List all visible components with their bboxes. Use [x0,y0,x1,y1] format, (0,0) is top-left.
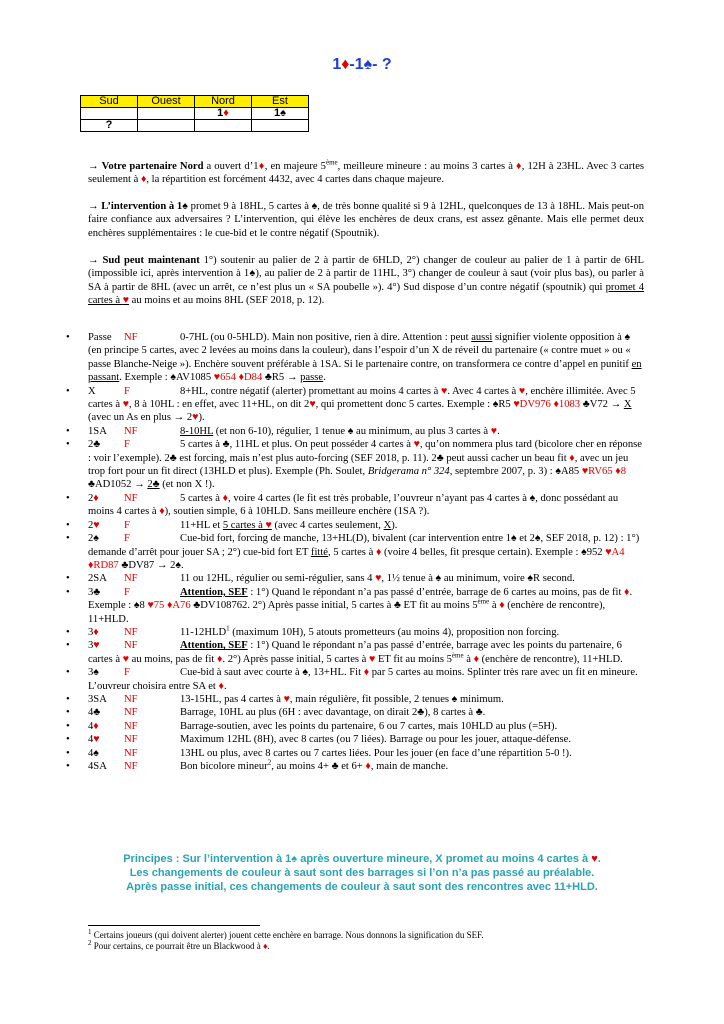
bid-cell: ? [81,120,138,132]
bullet-icon: • [66,707,70,719]
paragraph-sud-options: → Sud peut maintenant 1°) soutenir au palier de 2 à partir de 6HLD, 2°) changer de couleur au palier de 1 à partir de 6HL (impossible ici, après intervention à 1♠), au palier de 2 à partir de 11HL, 3°) changer de couleur à saut (voir plus bas), ou parler à SA à partir de 8HL (avec un arrêt, ce n’est plus un « SA poubelle »). 4°) Sud dispose d’un contre négatif (spoutnik) qui promet 4 cartes à ♥ au moins et au moins 8HL (SEF 2018, p. 12). [88,255,645,307]
bid-description: Attention, SEF : 1°) Quand le répondant n’a pas passé d’entrée, barrage de 6 cartes au moins, pas de fit ♦. Exemple : ♠8 ♥75 ♦A76 ♣DV108762. 2°) Après passe initial, 5 cartes à ♣ ET fit au moins 5ème à ♦ (enchère de rencontre), 11+HLD. [88,586,633,625]
forcing-flag: NF [124,707,138,719]
bullet-icon: • [66,720,70,732]
bid-list [66,331,646,773]
bid-list-item [66,586,646,626]
forcing-flag: NF [124,693,138,705]
header-ouest: Ouest [138,96,195,108]
bid-cell [81,108,138,120]
bidding-table [80,95,309,132]
forcing-flag: NF [124,720,138,732]
bid-label: 2♠ [88,533,99,545]
header-sud: Sud [81,96,138,108]
bid-label: 2♥ [88,519,100,531]
bid-list-item [66,747,646,760]
bullet-icon: • [66,439,70,451]
bid-description: Bon bicolore mineur$^2$, au moins 4+ ♣ et 6+ ♦, main de manche. [180,758,449,772]
bullet-icon: • [66,640,70,652]
bid-cell [195,120,252,132]
forcing-flag: F [124,533,130,545]
bid-list-item [66,519,646,532]
bullet-icon: • [66,693,70,705]
forcing-flag: NF [124,761,138,772]
bid-description: Maximum 12HL (8H), avec 8 cartes (ou 7 liées). Barrage ou pour les jouer, attaque-défense. [180,734,572,746]
bid-label: 4♥ [88,734,100,746]
bid-list-item [66,760,646,773]
forcing-flag: NF [124,626,138,638]
paragraph-intervention: → L’intervention à 1♠ promet 9 à 18HL, 5 cartes à ♠, de très bonne qualité si 9 à 12HL, quelconques de 13 à 18HL. Mais peut-on faire confiance aux adversaires ? L’intervention, qui élève les enchères de deux crans, est assez gênante. Mais elle permet deux enchères supplémentaires : le cue-bid et le contre négatif (Spoutnik). [88,201,644,239]
bullet-icon: • [66,425,70,437]
bid-list-item [66,331,646,385]
bid-label: 4♣ [88,707,101,719]
bid-label: 3♦ [88,626,99,638]
bid-label: 3♠ [88,667,99,679]
bid-list-item [66,438,646,492]
bid-description: Attention, SEF : 1°) Quand le répondant n’a pas passé d’entrée, barrage avec les points du partenaire, 6 cartes à ♥ au moins, pas de fit ♦. 2°) Après passe initial, 5 cartes à ♥ ET fit au moins 5ème à ♦ (enchère de rencontre), 11+HLD. [88,640,623,665]
bid-list-item [66,492,646,519]
bid-description: 0-7HL (ou 0-5HLD). Main non positive, rien à dire. Attention : peut aussi signifier violente opposition à ♠ (en principe 5 cartes, avec 2 levées au moins dans la couleur), dans l’espoir d’un X de réveil du partenaire (« contre muet » ou « passe Blanche-Neige »). Enchère souvent préférable à 1SA. Si le partenaire contre, on transformera ce contre d’appel en punitif en passant. Exemple : ♠AV1085 ♥654 ♦D84 ♣R5 → passe. [88,332,642,384]
forcing-flag: NF [124,573,138,585]
page-title: 1♦-1♠- ? [332,56,392,73]
paragraph-opening: → Votre partenaire Nord a ouvert d’1♦, en majeure 5ème, meilleure mineure : au moins 3 cartes à ♦, 12H à 23HL. Avec 3 cartes seulement à ♦, la répartition est forcément 4432, avec 4 cartes dans chaque majeure. [88,158,645,186]
forcing-flag: F [124,519,130,531]
bid-label: 3♥ [88,640,100,652]
principes-line: Après passe initial, ces changements de couleur à saut sont des rencontres avec 11+HLD. [126,881,598,893]
bid-cell [138,108,195,120]
bullet-icon: • [66,573,70,585]
bullet-icon: • [66,626,70,638]
bid-list-item [66,626,646,639]
bid-description: Barrage, 10HL au plus (6H : avec davantage, on dirait 2♣), 8 cartes à ♣. [180,707,486,719]
bid-list-item [66,706,646,719]
bid-list-item [66,720,646,733]
bid-list-item [66,385,646,425]
forcing-flag: NF [124,640,138,652]
bid-description: Barrage-soutien, avec les points du partenaire, 6 ou 7 cartes, mais 10HLD au plus (=5H). [180,720,558,732]
bid-label: 3SA [88,693,107,705]
bidding-row [81,120,309,132]
bid-description: 5 cartes à ♦, voire 4 cartes (le fit est très probable, l’ouvreur n’ayant pas 4 cartes à ♠, donc possédant au moins 4 cartes à ♦), soutien simple, 6 à 10HLD. Sans meilleure enchère (1SA ?). [88,492,619,518]
bid-description: 5 cartes à ♣, 11HL et plus. On peut posséder 4 cartes à ♥, qu’on nommera plus tard (bicolore cher en réponse : voir l’exemple). 2♣ est forcing, mais n’est plus auto-forcing (SEF 2018, p. 11). 2♣ peut aussi cacher un beau fit ♦, avec un jeu trop fort pour un fit direct (13HLD et plus). Exemple (Ph. Soulet, Bridgerama n° 324, septembre 2007, p. 3) : ♠A85 ♥RV65 ♦8 ♣AD1052 → 2♣ (et non X !). [88,439,642,491]
bid-list-item [66,693,646,706]
bullet-icon: • [66,533,70,545]
footnote-2: $^2$ Pour certains, ce pourrait être un Blackwood à ♦. [88,939,270,951]
bid-label: 2♣ [88,439,101,451]
spade-icon: ♠ [363,56,373,73]
forcing-flag: F [124,667,130,679]
diamond-icon: ♦ [341,56,350,73]
forcing-flag: NF [124,747,138,759]
forcing-flag: F [124,385,130,397]
principes-line: Les changements de couleur à saut sont des barrages si l’on n’a pas passé au préalable. [129,867,595,879]
forcing-flag: NF [124,734,138,746]
bid-cell [138,120,195,132]
bid-description: 11-12HLD$^1$ (maximum 10H), 5 atouts prometteurs (au moins 4), proposition non forcing. [180,624,560,638]
bid-label: 1SA [88,425,107,437]
bullet-icon: • [66,385,70,397]
bid-label: Passe [88,332,112,343]
bid-label: 4♦ [88,720,99,732]
bullet-icon: • [66,586,70,598]
bid-list-item [66,572,646,585]
principes-line: Principes : Sur l’intervention à 1♠ après ouverture mineure, X promet au moins 4 cartes à ♥. [123,853,601,865]
header-nord: Nord [195,96,252,108]
footnotes [88,930,648,952]
bullet-icon: • [66,761,70,772]
bid-label: 3♣ [88,586,101,598]
bid-label: 2SA [88,573,107,585]
bid-label: X [88,385,96,397]
bid-list-item [66,532,646,572]
bid-list-item [66,639,646,666]
bid-cell: 1♦ [195,108,252,120]
footnote-divider [88,925,260,926]
bid-list-item [66,666,646,693]
bullet-icon: • [66,734,70,746]
bid-list-item [66,733,646,746]
forcing-flag: NF [124,492,138,504]
bullet-icon: • [66,667,70,679]
bid-description: 13HL ou plus, avec 8 cartes ou 7 cartes liées. Pour les jouer (en face d’une répartition 5-0 !). [180,747,572,759]
bid-list-item [66,425,646,438]
bid-cell [252,120,309,132]
principes-box [60,852,664,894]
bullet-icon: • [66,747,70,759]
bid-description: Cue-bid fort, forcing de manche, 13+HL(D), bivalent (car intervention entre 1♠ et 2♠, SEF 2018, p. 12) : 1°) demande d’arrêt pour jouer SA ; 2°) cue-bid fort ET fitté, 5 cartes à ♦ (voire 4 belles, fit presque certain). Exemple : ♠952 ♥A4 ♦RD87 ♣DV87 → 2♠. [88,533,640,571]
footnote-1: $^1$ Certains joueurs (qui doivent alerter) jouent cette enchère en barrage. Nous donnons la signification du SEF. [88,928,484,940]
bid-label: 4SA [88,761,107,772]
forcing-flag: NF [124,425,138,437]
bullet-icon: • [66,492,70,504]
bid-description: Cue-bid à saut avec courte à ♠, 13+HL. Fit ♦ par 5 cartes au moins. Splinter très rare avec un fit en mineure. L’ouvreur choisira entre SA et ♦. [88,667,638,692]
bid-description: 13-15HL, pas 4 cartes à ♥, main régulière, fit possible, 2 tenues ♠ minimum. [180,693,504,705]
bid-description: 8-10HL (et non 6-10), régulier, 1 tenue ♠ au minimum, au plus 3 cartes à ♥. [180,425,500,437]
bid-description: 11+HL et 5 cartes à ♥ (avec 4 cartes seulement, X). [180,519,398,531]
bid-cell: 1♠ [252,108,309,120]
bid-label: 2♦ [88,492,99,504]
forcing-flag: F [124,586,130,598]
header-est: Est [252,96,309,108]
bidding-header-row [81,96,309,108]
forcing-flag: F [124,439,130,451]
bidding-row [81,108,309,120]
bullet-icon: • [66,519,70,531]
forcing-flag: NF [124,332,138,343]
bid-description: 8+HL, contre négatif (alerter) promettant au moins 4 cartes à ♥. Avec 4 cartes à ♥, enchère illimitée. Avec 5 cartes à ♥, 8 à 10HL : en effet, avec 11+HL, on dit 2♥, qui promettent donc 5 cartes. Exemple : ♠R5 ♥DV976 ♦1083 ♣V72 → X (avec un As en plus → 2♥). [88,385,636,424]
bid-description: 11 ou 12HL, régulier ou semi-régulier, sans 4 ♥, 1½ tenue à ♠ au minimum, voire ♠R second. [180,573,575,585]
bullet-icon: • [66,332,70,343]
bid-label: 4♠ [88,747,99,759]
